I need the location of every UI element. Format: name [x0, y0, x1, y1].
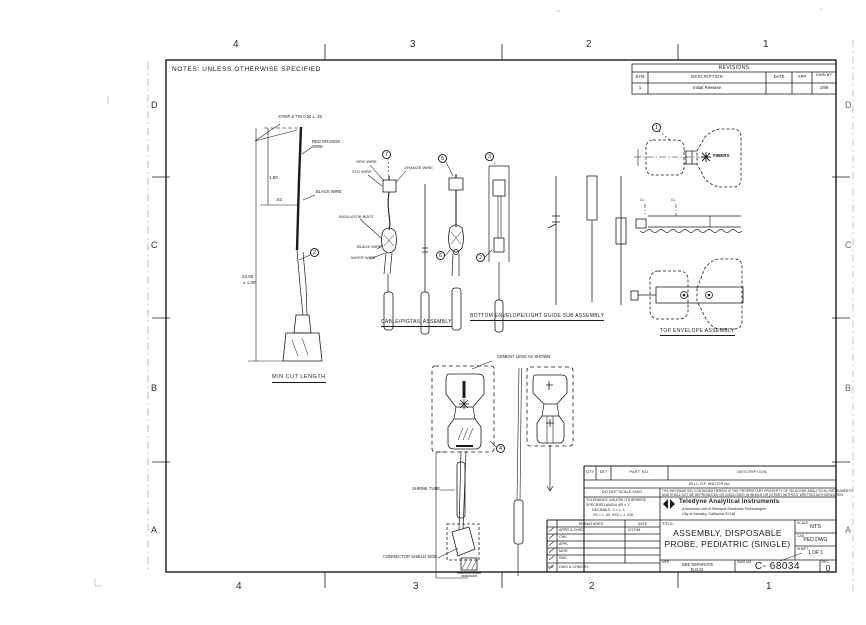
- probe-assembly-linework: [432, 361, 573, 578]
- scale-value: NTS: [810, 524, 821, 530]
- sheet-value: 1 OF 1: [807, 550, 824, 556]
- cable-pigtail-linework: [360, 158, 626, 334]
- zone-number-top-1: 1: [763, 39, 769, 50]
- bom-col-qty: QTY: [586, 470, 594, 474]
- revisions-col-dwn-by: DWN BY: [816, 72, 832, 77]
- bom-note-line-2: B.O.M.: [690, 566, 705, 572]
- revision-row-sym: 1: [638, 84, 642, 90]
- bom-col-description: DESCRIPTION: [737, 470, 767, 474]
- callout-shrink-tube: SHRINK TUBE: [412, 486, 441, 491]
- dim-24-00: 24.00: [242, 274, 254, 279]
- drawing-title-line-2: PROBE, PEDIATRIC (SINGLE): [664, 539, 791, 549]
- top-envelope-linework: [631, 129, 743, 329]
- cad-label: CAD: [797, 533, 805, 538]
- brand-name: Teledyne Analytical Instruments: [679, 498, 780, 505]
- revisions-col-date: DATE: [773, 74, 785, 79]
- bill-of-material: BILL OF MATERIAL: [689, 480, 731, 486]
- zone-number-bottom-4: 4: [236, 581, 242, 592]
- balloon-1: 1: [652, 123, 661, 132]
- zone-letter-left-c: C: [151, 240, 158, 250]
- revisions-col-app: APP: [797, 74, 807, 79]
- rev-value: 0: [825, 562, 831, 573]
- zone-number-top-4: 4: [233, 39, 239, 50]
- revision-row-by: 1/98: [819, 84, 829, 90]
- label-bottom-envelope-assembly: BOTTOM ENVELOPE/LIGHT GUIDE SUB ASSEMBLY: [470, 314, 604, 321]
- balloon-2a: 2: [310, 248, 319, 257]
- scale-label: SCALE: [797, 520, 809, 525]
- label-fibers: FIBERS: [713, 152, 730, 158]
- date-header: DATE: [637, 522, 648, 526]
- balloon-4: 4: [496, 444, 505, 453]
- dim-1-50: 1.50: [269, 175, 278, 180]
- drawing-title-line-1: ASSEMBLY, DISPOSABLE: [673, 528, 782, 538]
- zone-letter-left-b: B: [151, 383, 158, 393]
- zone-number-bottom-1: 1: [766, 581, 772, 592]
- cad-value: PED.DWG: [803, 537, 828, 543]
- sig-row-1: APPR & CHKD: [559, 527, 584, 532]
- zone-letter-right-b: B: [845, 383, 852, 393]
- label-cable-pigtail-assembly: CABLE/PIGTAIL ASSEMBLY: [381, 320, 452, 327]
- balloon-7: 7: [382, 150, 391, 159]
- sig-row-2: CHK: [559, 534, 567, 539]
- do-not-scale: DO NOT SCALE DWG: [601, 489, 643, 494]
- sig-row-6: DWG & CHKD BY: [559, 565, 589, 569]
- callout-insulator-boot: INSULATOR BOOT: [339, 214, 374, 219]
- zone-letter-left-a: A: [151, 525, 158, 535]
- zone-number-bottom-3: 3: [413, 581, 419, 592]
- mark-cl-2: CL: [671, 198, 676, 202]
- callout-black-wire: BLACK WIRE: [357, 244, 382, 249]
- mfr-label: MFR: [662, 560, 670, 564]
- zone-letter-right-d: D: [845, 100, 852, 110]
- callout-std-wire: STD WIRE: [352, 169, 372, 174]
- zone-number-top-3: 3: [410, 39, 416, 50]
- dim-24-00-tol: ± 1.00: [243, 280, 256, 285]
- tolerance-line-1: TOLERANCE UNLESS OTHERWISE: [586, 498, 646, 502]
- tolerance-line-4: .XX = ± .03 .XXX = ± .010: [592, 513, 634, 517]
- tolerance-line-2: SPECIFIED ANGULAR ± 1°: [586, 503, 631, 507]
- dwg-no-value: C- 68034: [754, 561, 801, 572]
- zone-letter-right-c: C: [845, 240, 852, 250]
- revisions-col-description: DESCRIPTION: [691, 74, 723, 79]
- zone-number-bottom-2: 2: [589, 581, 595, 592]
- label-top-envelope-assembly: TOP ENVELOPE ASSEMBLY: [660, 329, 735, 336]
- dim-63: .63: [276, 197, 282, 202]
- zone-letter-right-a: A: [845, 525, 852, 535]
- callout-white-wire: WHITE WIRE: [351, 255, 376, 260]
- callout-strip-tin: STRIP & TIN 0.50 ± .25: [278, 114, 322, 119]
- callout-connector-shield: CONNECTOR SHIELD SIDE: [383, 554, 438, 559]
- revision-row-description: Initial Release: [692, 84, 722, 90]
- zone-number-top-2: 2: [586, 39, 592, 50]
- callout-red-orange-wire: RED ORANGE: [312, 139, 341, 144]
- min-cut-length-linework: [248, 124, 322, 361]
- balloon-3: 3: [485, 152, 494, 161]
- balloon-2b: 2: [476, 253, 485, 262]
- brand-subline: a business unit of Teledyne Electronic Technologies: [682, 506, 767, 511]
- sig-row-3: APPL: [559, 541, 569, 546]
- bom-col-part-no: PART NO.: [629, 470, 650, 474]
- zone-letter-left-d: D: [151, 100, 158, 110]
- label-min-cut-length: MIN CUT LENGTH: [272, 375, 326, 383]
- callout-org-wire: ORG WIRE: [356, 159, 377, 164]
- sheet-label: SHEET: [797, 546, 809, 551]
- notes-heading: NOTES: UNLESS OTHERWISE SPECIFIED: [172, 66, 321, 73]
- callout-black-wire-left: BLACK WIRE: [316, 189, 342, 194]
- bom-col-det: DET: [599, 470, 608, 474]
- proprietary-note-1: THE INFORMATION CONTAINED HEREIN IS THE PROPRIETARY PROPERTY OF TELEDYNE ANALYTICAL INSTRUMENTS: [662, 488, 853, 493]
- sig-row-1-date: 2/17/98: [628, 527, 641, 532]
- signatures-header: SIGNATURES: [578, 522, 604, 526]
- tolerance-line-3: DECIMALS .X = ± .1: [592, 508, 625, 512]
- balloon-6: 6: [436, 251, 445, 260]
- proprietary-note-2: AND SHALL NOT BE REPRODUCED OR DISCLOSED IN WHOLE OR IN PART WITHOUT WRITTEN AUTHORIZATION.: [662, 492, 844, 497]
- mark-cl-1: CL: [640, 198, 645, 202]
- title-label: TITLE:: [662, 520, 675, 526]
- bom-note-line-1: SEE SEPARATE: [681, 561, 714, 567]
- rev-label: REV: [821, 560, 829, 564]
- brand-address: City of Industry, California 91748: [682, 511, 736, 516]
- teledyne-logo-icon: [663, 499, 668, 509]
- sig-initials: KB: [548, 565, 553, 569]
- dwg-no-label: DWG NO.: [737, 560, 753, 564]
- callout-orange-wire: ORANGE WIRE: [404, 165, 433, 170]
- sig-row-4: MGR: [559, 548, 568, 553]
- callout-cement-lens: CEMENT LENS AS SHOWN: [497, 354, 551, 359]
- callout-red-orange-wire-2: WIRE: [312, 144, 323, 149]
- revisions-title: REVISIONS: [718, 64, 750, 71]
- revisions-col-sym: SYM: [635, 74, 645, 79]
- balloon-5: 5: [438, 154, 447, 163]
- sig-row-5: R&D: [559, 556, 567, 560]
